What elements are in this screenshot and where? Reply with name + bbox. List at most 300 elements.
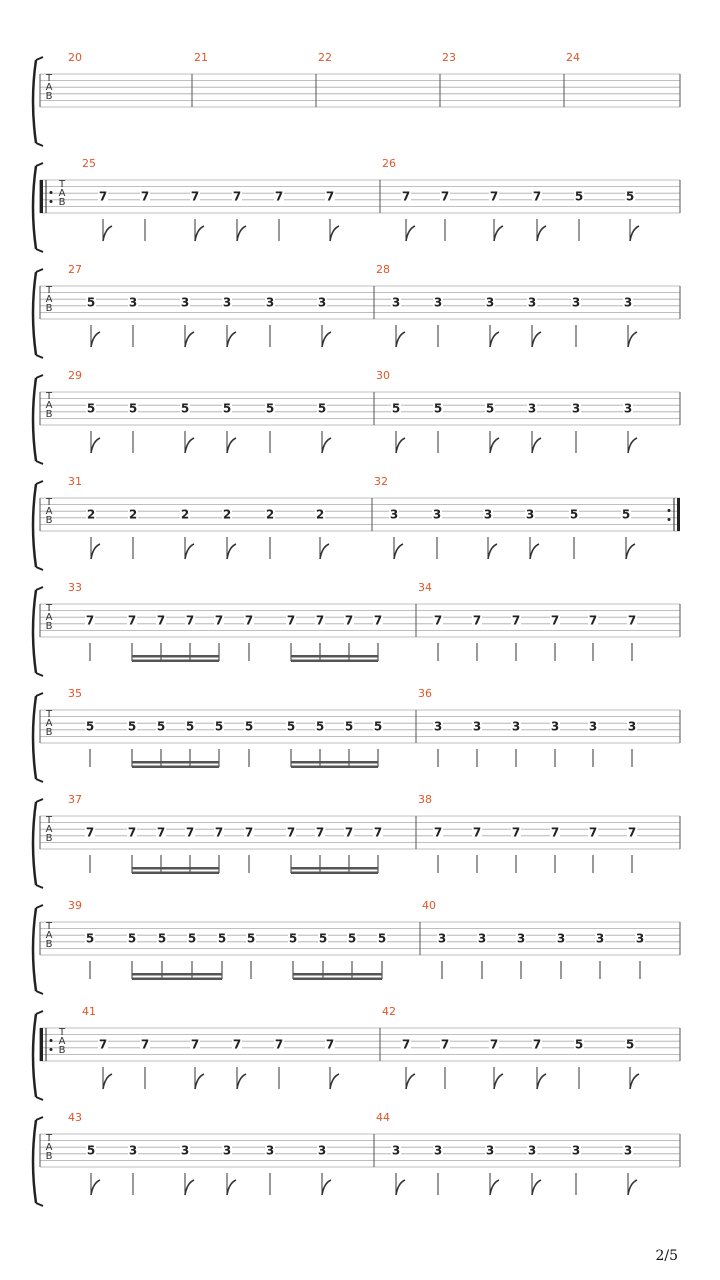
fret-number: 7 [156, 825, 166, 840]
note-flag [532, 332, 541, 347]
fret-number: 7 [140, 1037, 150, 1052]
measure-number: 42 [382, 1005, 396, 1018]
fret-number: 5 [127, 931, 137, 946]
fret-number: 3 [627, 719, 637, 734]
fret-number: 3 [389, 507, 399, 522]
tab-system [33, 899, 680, 994]
measure-number: 24 [566, 51, 580, 64]
tab-system [33, 263, 680, 358]
system-brace [33, 166, 36, 249]
note-beam [291, 761, 378, 764]
system-brace [33, 1120, 36, 1203]
fret-number: 3 [571, 295, 581, 310]
measure-number: 38 [418, 793, 432, 806]
note-flag [537, 1074, 546, 1089]
fret-number: 3 [525, 507, 535, 522]
system-brace [36, 1203, 43, 1206]
fret-number: 5 [185, 719, 195, 734]
system-brace [33, 484, 36, 567]
note-flag [91, 332, 100, 347]
system-brace [36, 375, 43, 378]
system-brace [36, 991, 43, 994]
fret-number: 5 [127, 719, 137, 734]
fret-number: 3 [571, 1143, 581, 1158]
measure-number: 25 [82, 157, 96, 170]
tab-clef-letter: T [45, 1133, 53, 1144]
fret-number: 3 [623, 1143, 633, 1158]
fret-number: 5 [317, 401, 327, 416]
fret-number: 5 [265, 401, 275, 416]
fret-number: 5 [318, 931, 328, 946]
fret-number: 7 [373, 613, 383, 628]
note-beam [132, 766, 219, 769]
fret-number: 3 [433, 1143, 443, 1158]
fret-number: 7 [511, 613, 521, 628]
fret-number: 5 [569, 507, 579, 522]
measure-number: 33 [68, 581, 82, 594]
note-flag [237, 226, 246, 241]
measure-number: 31 [68, 475, 82, 488]
fret-number: 3 [485, 1143, 495, 1158]
system-brace [36, 799, 43, 802]
tab-clef-letter: T [45, 709, 53, 720]
tab-clef-letter: T [58, 179, 66, 190]
note-flag [185, 544, 194, 559]
fret-number: 7 [244, 825, 254, 840]
fret-number: 3 [527, 1143, 537, 1158]
system-brace [33, 590, 36, 673]
note-flag [91, 438, 100, 453]
fret-number: 3 [477, 931, 487, 946]
note-flag [490, 438, 499, 453]
tab-clef-letter: A [45, 1142, 53, 1153]
fret-number: 5 [86, 1143, 96, 1158]
system-brace [36, 1097, 43, 1100]
fret-number: 5 [180, 401, 190, 416]
note-flag [103, 226, 112, 241]
note-flag [227, 544, 236, 559]
measure-number: 37 [68, 793, 82, 806]
note-beam [132, 867, 219, 870]
measure-number: 40 [422, 899, 436, 912]
system-brace [36, 673, 43, 676]
tab-clef-letter: A [58, 1036, 66, 1047]
system-brace [36, 1011, 43, 1014]
fret-number: 5 [85, 931, 95, 946]
fret-number: 5 [246, 931, 256, 946]
note-flag [330, 1074, 339, 1089]
system-brace [36, 163, 43, 166]
fret-number: 3 [595, 931, 605, 946]
note-flag [322, 438, 331, 453]
repeat-end-bar [677, 498, 680, 531]
tab-clef-letter: A [45, 930, 53, 941]
tab-clef-letter: B [45, 409, 53, 420]
note-flag [490, 332, 499, 347]
tab-clef-letter: T [45, 921, 53, 932]
fret-number: 5 [286, 719, 296, 734]
fret-number: 2 [315, 507, 325, 522]
fret-number: 3 [317, 295, 327, 310]
note-flag [406, 226, 415, 241]
note-beam [132, 761, 219, 764]
tab-clef-letter: A [45, 506, 53, 517]
note-beam [291, 872, 378, 875]
tab-clef-letter: T [58, 1027, 66, 1038]
repeat-start-bar [40, 1028, 43, 1061]
page-number: 2/5 [655, 1248, 678, 1264]
fret-number: 3 [483, 507, 493, 522]
fret-number: 2 [128, 507, 138, 522]
fret-number: 5 [86, 295, 96, 310]
note-flag [488, 544, 497, 559]
system-brace [36, 481, 43, 484]
fret-number: 3 [623, 401, 633, 416]
fret-number: 3 [527, 401, 537, 416]
note-flag [227, 332, 236, 347]
tab-clef-letter: B [45, 621, 53, 632]
measure-number: 39 [68, 899, 82, 912]
note-flag [396, 438, 405, 453]
note-beam [293, 973, 382, 976]
fret-number: 7 [214, 825, 224, 840]
note-flag [630, 1074, 639, 1089]
note-flag [537, 226, 546, 241]
fret-number: 7 [190, 189, 200, 204]
system-brace [36, 587, 43, 590]
fret-number: 7 [214, 613, 224, 628]
fret-number: 7 [244, 613, 254, 628]
fret-number: 3 [433, 719, 443, 734]
system-brace [36, 461, 43, 464]
system-brace [36, 1117, 43, 1120]
tab-clef-letter: B [45, 833, 53, 844]
tab-system [33, 369, 680, 464]
fret-number: 3 [433, 295, 443, 310]
fret-number: 5 [621, 507, 631, 522]
fret-number: 5 [625, 1037, 635, 1052]
fret-number: 5 [222, 401, 232, 416]
fret-number: 7 [156, 613, 166, 628]
fret-number: 5 [373, 719, 383, 734]
fret-number: 3 [128, 1143, 138, 1158]
fret-number: 5 [288, 931, 298, 946]
tab-clef-letter: B [45, 91, 53, 102]
note-flag [630, 226, 639, 241]
fret-number: 5 [485, 401, 495, 416]
measure-number: 29 [68, 369, 82, 382]
fret-number: 5 [315, 719, 325, 734]
fret-number: 3 [635, 931, 645, 946]
fret-number: 5 [433, 401, 443, 416]
fret-number: 7 [472, 825, 482, 840]
fret-number: 3 [222, 1143, 232, 1158]
tab-clef-letter: B [45, 1151, 53, 1162]
note-flag [394, 544, 403, 559]
note-beam [132, 872, 219, 875]
note-beam [132, 655, 219, 658]
fret-number: 7 [190, 1037, 200, 1052]
measure-number: 26 [382, 157, 396, 170]
tab-system [33, 687, 680, 782]
fret-number: 7 [532, 189, 542, 204]
tab-system [33, 1005, 680, 1100]
measure-number: 28 [376, 263, 390, 276]
fret-number: 7 [315, 825, 325, 840]
measure-number: 36 [418, 687, 432, 700]
fret-number: 5 [157, 931, 167, 946]
fret-number: 3 [511, 719, 521, 734]
system-brace [33, 60, 36, 143]
measure-number: 44 [376, 1111, 390, 1124]
tab-clef-letter: T [45, 815, 53, 826]
fret-number: 7 [232, 189, 242, 204]
fret-number: 7 [325, 1037, 335, 1052]
fret-number: 7 [185, 613, 195, 628]
fret-number: 7 [344, 613, 354, 628]
fret-number: 3 [432, 507, 442, 522]
note-beam [132, 978, 222, 981]
fret-number: 7 [274, 189, 284, 204]
repeat-dot [50, 1039, 53, 1042]
system-brace [36, 57, 43, 60]
fret-number: 3 [550, 719, 560, 734]
note-flag [628, 332, 637, 347]
measure-number: 43 [68, 1111, 82, 1124]
system-brace [33, 696, 36, 779]
fret-number: 3 [571, 401, 581, 416]
fret-number: 5 [574, 1037, 584, 1052]
note-flag [396, 1180, 405, 1195]
fret-number: 3 [180, 295, 190, 310]
repeat-dot [668, 518, 671, 521]
fret-number: 5 [86, 401, 96, 416]
note-flag [103, 1074, 112, 1089]
repeat-dot [50, 1048, 53, 1051]
fret-number: 3 [265, 295, 275, 310]
system-brace [33, 1014, 36, 1097]
fret-number: 7 [140, 189, 150, 204]
system-brace [33, 802, 36, 885]
fret-number: 7 [274, 1037, 284, 1052]
system-brace [33, 378, 36, 461]
note-flag [330, 226, 339, 241]
fret-number: 5 [625, 189, 635, 204]
fret-number: 2 [265, 507, 275, 522]
note-flag [532, 438, 541, 453]
tab-clef-letter: B [58, 1045, 66, 1056]
system-brace [36, 249, 43, 252]
fret-number: 7 [588, 613, 598, 628]
fret-number: 2 [180, 507, 190, 522]
tab-system [33, 581, 680, 676]
fret-number: 7 [286, 825, 296, 840]
fret-number: 5 [187, 931, 197, 946]
note-flag [490, 1180, 499, 1195]
measure-number: 34 [418, 581, 432, 594]
note-flag [195, 226, 204, 241]
measure-number: 22 [318, 51, 332, 64]
fret-number: 2 [222, 507, 232, 522]
repeat-dot [50, 200, 53, 203]
fret-number: 3 [128, 295, 138, 310]
note-beam [293, 978, 382, 981]
fret-number: 5 [344, 719, 354, 734]
fret-number: 7 [127, 825, 137, 840]
measure-number: 21 [194, 51, 208, 64]
measure-number: 20 [68, 51, 82, 64]
repeat-start-bar [40, 180, 43, 213]
fret-number: 3 [623, 295, 633, 310]
note-flag [237, 1074, 246, 1089]
tab-clef-letter: A [45, 612, 53, 623]
note-flag [628, 438, 637, 453]
measure-number: 41 [82, 1005, 96, 1018]
note-flag [227, 1180, 236, 1195]
fret-number: 3 [317, 1143, 327, 1158]
system-brace [36, 567, 43, 570]
fret-number: 7 [185, 825, 195, 840]
fret-number: 7 [532, 1037, 542, 1052]
note-flag [628, 1180, 637, 1195]
fret-number: 5 [85, 719, 95, 734]
fret-number: 7 [511, 825, 521, 840]
tab-clef-letter: T [45, 497, 53, 508]
fret-number: 7 [627, 613, 637, 628]
note-flag [227, 438, 236, 453]
fret-number: 7 [489, 1037, 499, 1052]
note-beam [291, 867, 378, 870]
note-beam [291, 660, 378, 663]
measure-number: 30 [376, 369, 390, 382]
fret-number: 7 [550, 613, 560, 628]
note-flag [626, 544, 635, 559]
note-flag [185, 438, 194, 453]
fret-number: 3 [527, 295, 537, 310]
tab-system [33, 1111, 680, 1206]
note-beam [291, 766, 378, 769]
fret-number: 7 [85, 825, 95, 840]
note-flag [322, 1180, 331, 1195]
tab-clef-letter: A [45, 718, 53, 729]
fret-number: 7 [433, 825, 443, 840]
system-brace [36, 905, 43, 908]
system-brace [36, 269, 43, 272]
tab-clef-letter: A [58, 188, 66, 199]
fret-number: 7 [550, 825, 560, 840]
tab-system [33, 475, 680, 570]
fret-number: 5 [391, 401, 401, 416]
repeat-dot [50, 191, 53, 194]
tab-clef-letter: B [45, 727, 53, 738]
fret-number: 5 [128, 401, 138, 416]
measure-number: 32 [374, 475, 388, 488]
note-flag [322, 332, 331, 347]
tab-clef-letter: B [45, 303, 53, 314]
fret-number: 7 [373, 825, 383, 840]
system-brace [36, 885, 43, 888]
fret-number: 7 [85, 613, 95, 628]
system-brace [36, 143, 43, 146]
fret-number: 3 [472, 719, 482, 734]
fret-number: 3 [391, 1143, 401, 1158]
fret-number: 7 [98, 189, 108, 204]
note-beam [291, 655, 378, 658]
fret-number: 3 [485, 295, 495, 310]
note-flag [494, 1074, 503, 1089]
tab-clef-letter: A [45, 82, 53, 93]
tab-clef-letter: B [45, 939, 53, 950]
tab-clef-letter: B [45, 515, 53, 526]
fret-number: 5 [214, 719, 224, 734]
note-flag [320, 544, 329, 559]
fret-number: 7 [315, 613, 325, 628]
note-flag [91, 1180, 100, 1195]
fret-number: 3 [556, 931, 566, 946]
fret-number: 3 [222, 295, 232, 310]
fret-number: 7 [627, 825, 637, 840]
measure-number: 23 [442, 51, 456, 64]
fret-number: 7 [440, 189, 450, 204]
tab-clef-letter: A [45, 400, 53, 411]
tab-clef-letter: T [45, 73, 53, 84]
note-flag [530, 544, 539, 559]
note-flag [185, 1180, 194, 1195]
fret-number: 7 [401, 1037, 411, 1052]
fret-number: 3 [516, 931, 526, 946]
fret-number: 7 [98, 1037, 108, 1052]
system-brace [36, 779, 43, 782]
measure-number: 35 [68, 687, 82, 700]
fret-number: 3 [180, 1143, 190, 1158]
fret-number: 3 [265, 1143, 275, 1158]
note-beam [132, 660, 219, 663]
fret-number: 7 [489, 189, 499, 204]
fret-number: 7 [286, 613, 296, 628]
fret-number: 5 [347, 931, 357, 946]
fret-number: 7 [433, 613, 443, 628]
repeat-dot [668, 509, 671, 512]
note-flag [532, 1180, 541, 1195]
tab-clef-letter: A [45, 294, 53, 305]
fret-number: 7 [401, 189, 411, 204]
fret-number: 3 [391, 295, 401, 310]
fret-number: 7 [127, 613, 137, 628]
fret-number: 7 [588, 825, 598, 840]
note-flag [91, 544, 100, 559]
system-brace [36, 693, 43, 696]
fret-number: 7 [344, 825, 354, 840]
tab-system [33, 157, 680, 252]
system-brace [33, 272, 36, 355]
system-brace [33, 908, 36, 991]
fret-number: 5 [217, 931, 227, 946]
fret-number: 2 [86, 507, 96, 522]
fret-number: 5 [574, 189, 584, 204]
note-flag [195, 1074, 204, 1089]
fret-number: 5 [377, 931, 387, 946]
tab-system [33, 51, 680, 146]
tab-clef-letter: A [45, 824, 53, 835]
fret-number: 7 [440, 1037, 450, 1052]
fret-number: 7 [232, 1037, 242, 1052]
fret-number: 3 [437, 931, 447, 946]
measure-number: 27 [68, 263, 82, 276]
fret-number: 7 [325, 189, 335, 204]
fret-number: 5 [156, 719, 166, 734]
fret-number: 7 [472, 613, 482, 628]
note-flag [494, 226, 503, 241]
